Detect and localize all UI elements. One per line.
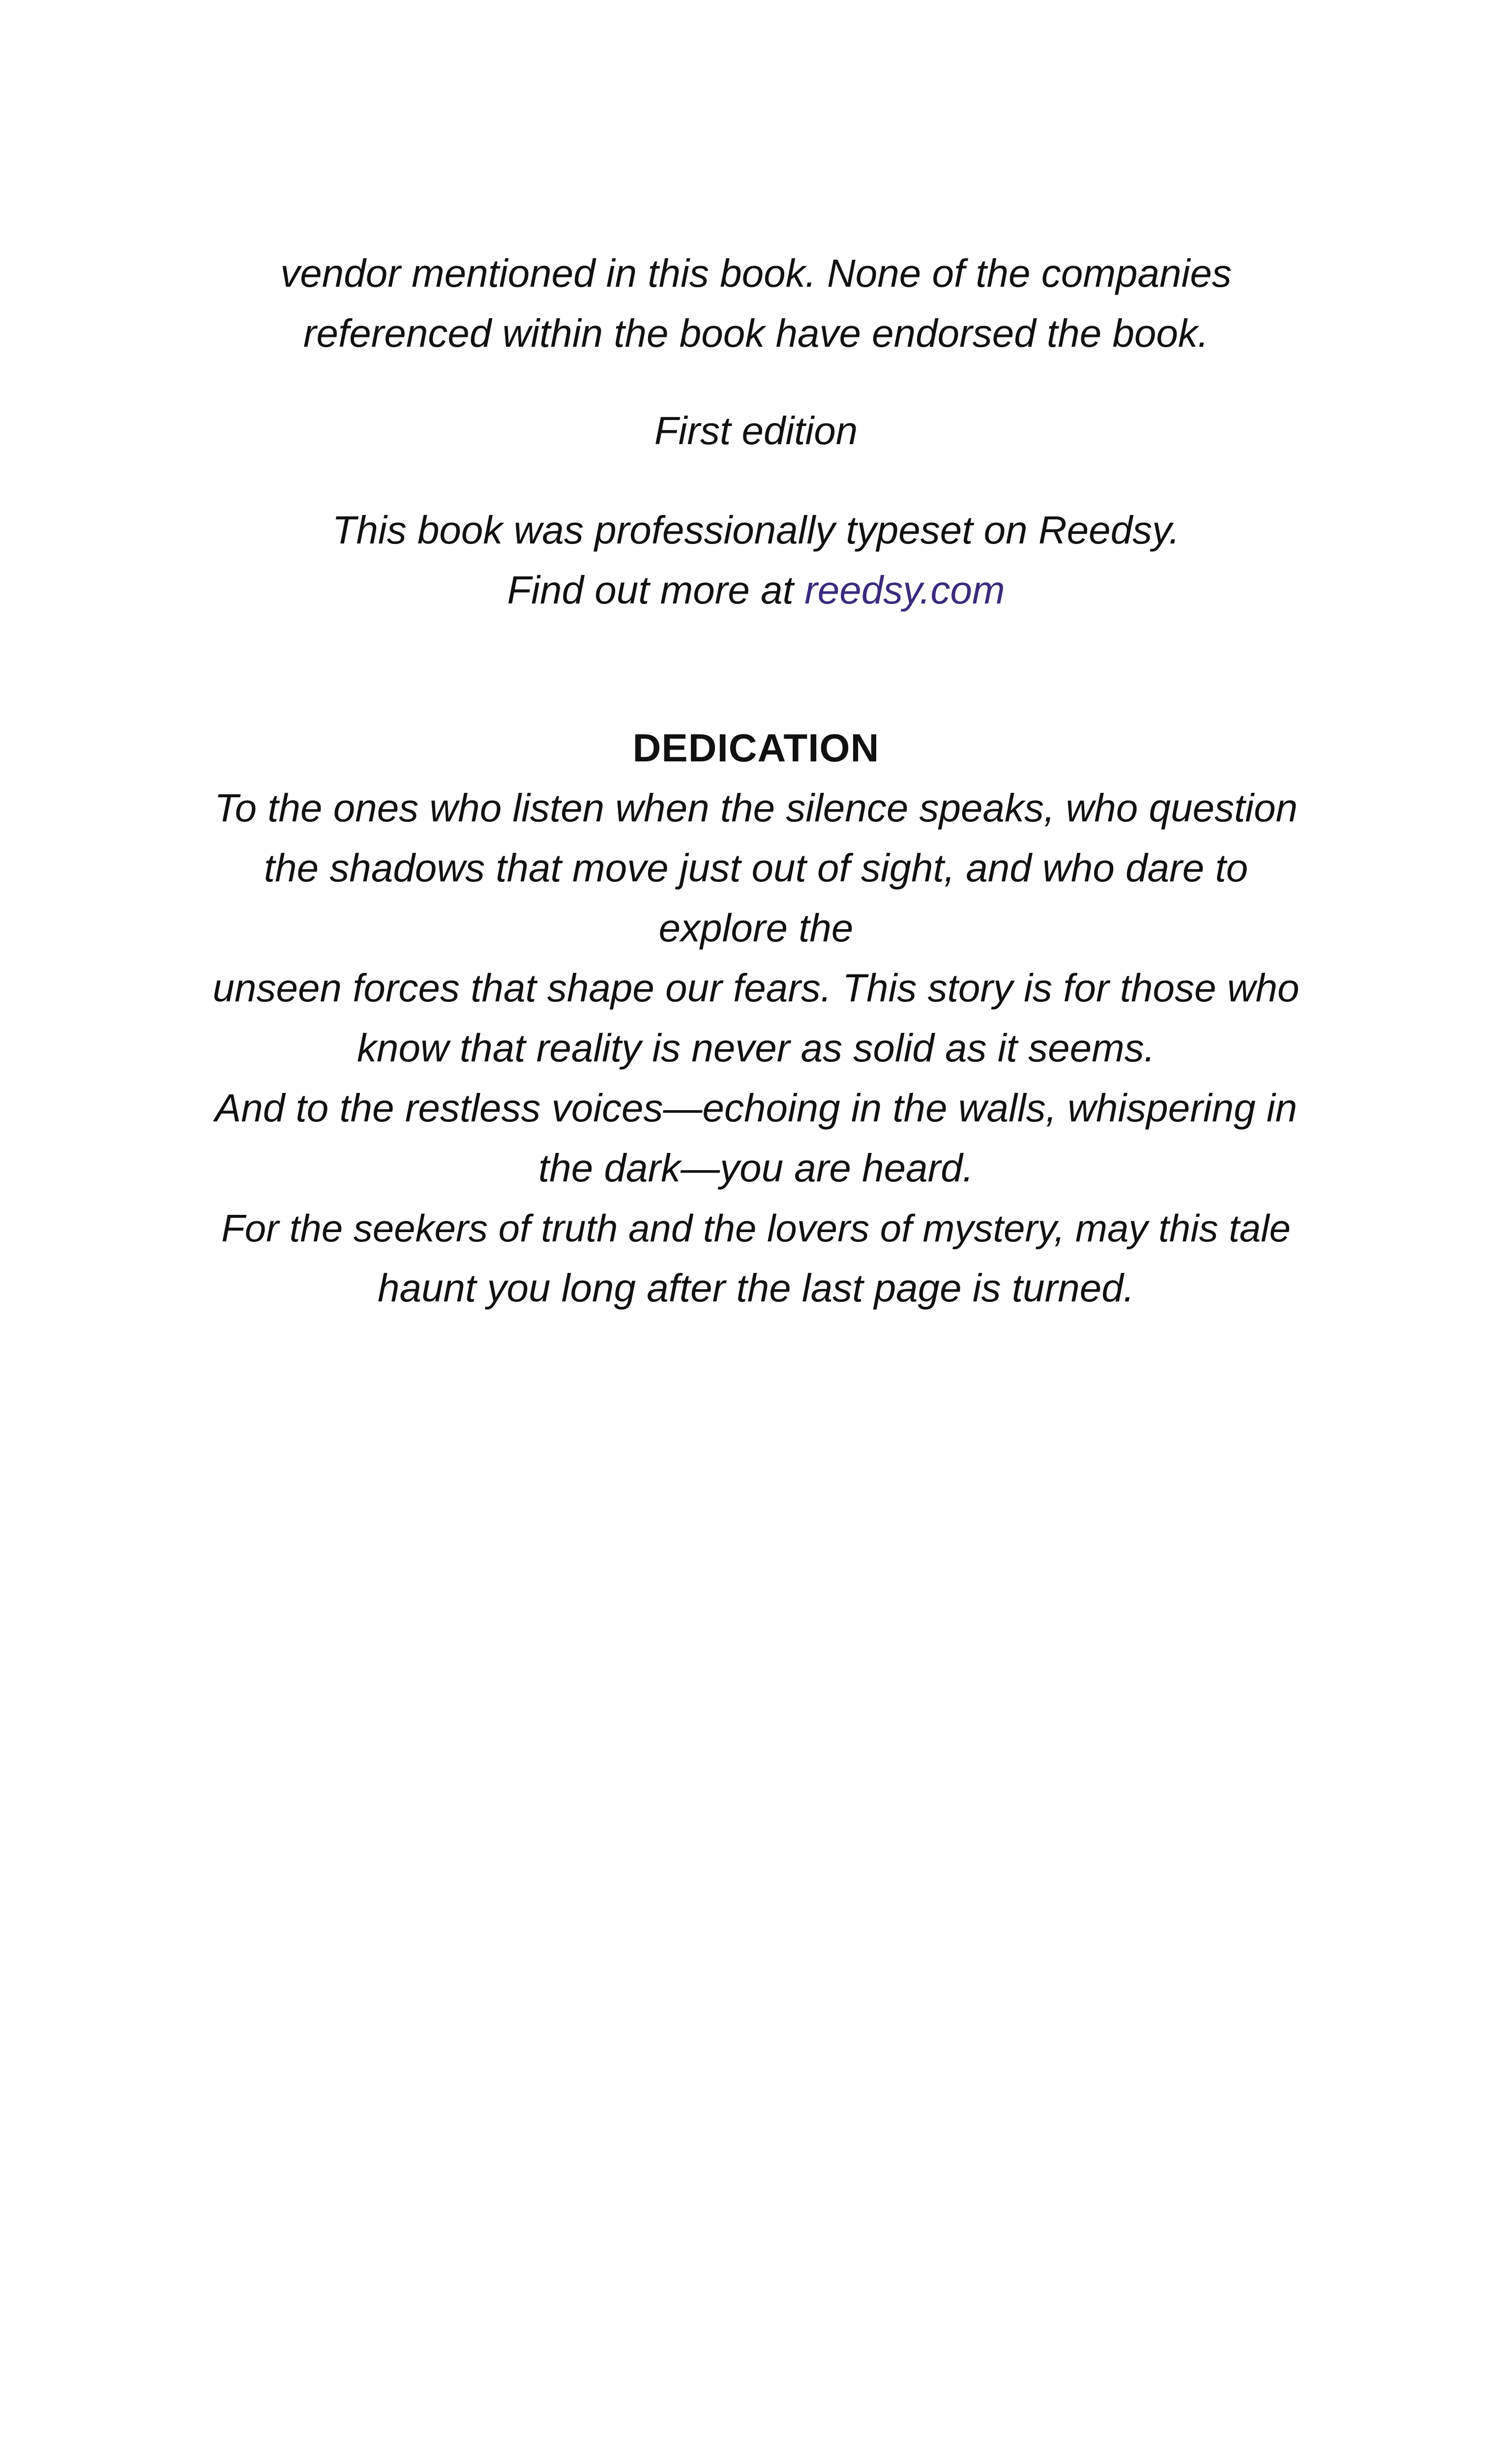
edition-text: First edition <box>654 409 858 452</box>
dedication-section <box>148 718 1364 1318</box>
reedsy-link[interactable]: reedsy.com <box>804 568 1005 612</box>
dedication-line: the dark—you are heard. <box>538 1146 974 1190</box>
dedication-line: the shadows that move just out of sight, and who dare to <box>264 846 1248 890</box>
dedication-line: To the ones who listen when the silence speaks, who question <box>214 786 1298 830</box>
dedication-line: For the seekers of truth and the lovers of mystery, may this tale <box>221 1206 1291 1250</box>
edition-notice <box>148 401 1364 461</box>
dedication-heading: DEDICATION <box>632 726 880 770</box>
dedication-line: know that reality is never as solid as it seems. <box>357 1026 1155 1070</box>
typeset-link-line <box>148 560 1364 620</box>
copyright-notice <box>148 243 1364 363</box>
dedication-line: And to the restless voices—echoing in the walls, whispering in <box>214 1086 1298 1130</box>
dedication-line: unseen forces that shape our fears. This story is for those who <box>212 966 1300 1010</box>
copyright-line: referenced within the book have endorsed the book. <box>303 311 1209 355</box>
typeset-notice <box>148 500 1364 620</box>
copyright-line: vendor mentioned in this book. None of the companies <box>280 251 1232 295</box>
dedication-line: haunt you long after the last page is turned. <box>378 1266 1134 1310</box>
typeset-line: This book was professionally typeset on Reedsy. <box>332 508 1180 552</box>
dedication-line: explore the <box>658 906 854 950</box>
typeset-link-prefix: Find out more at <box>507 568 805 612</box>
